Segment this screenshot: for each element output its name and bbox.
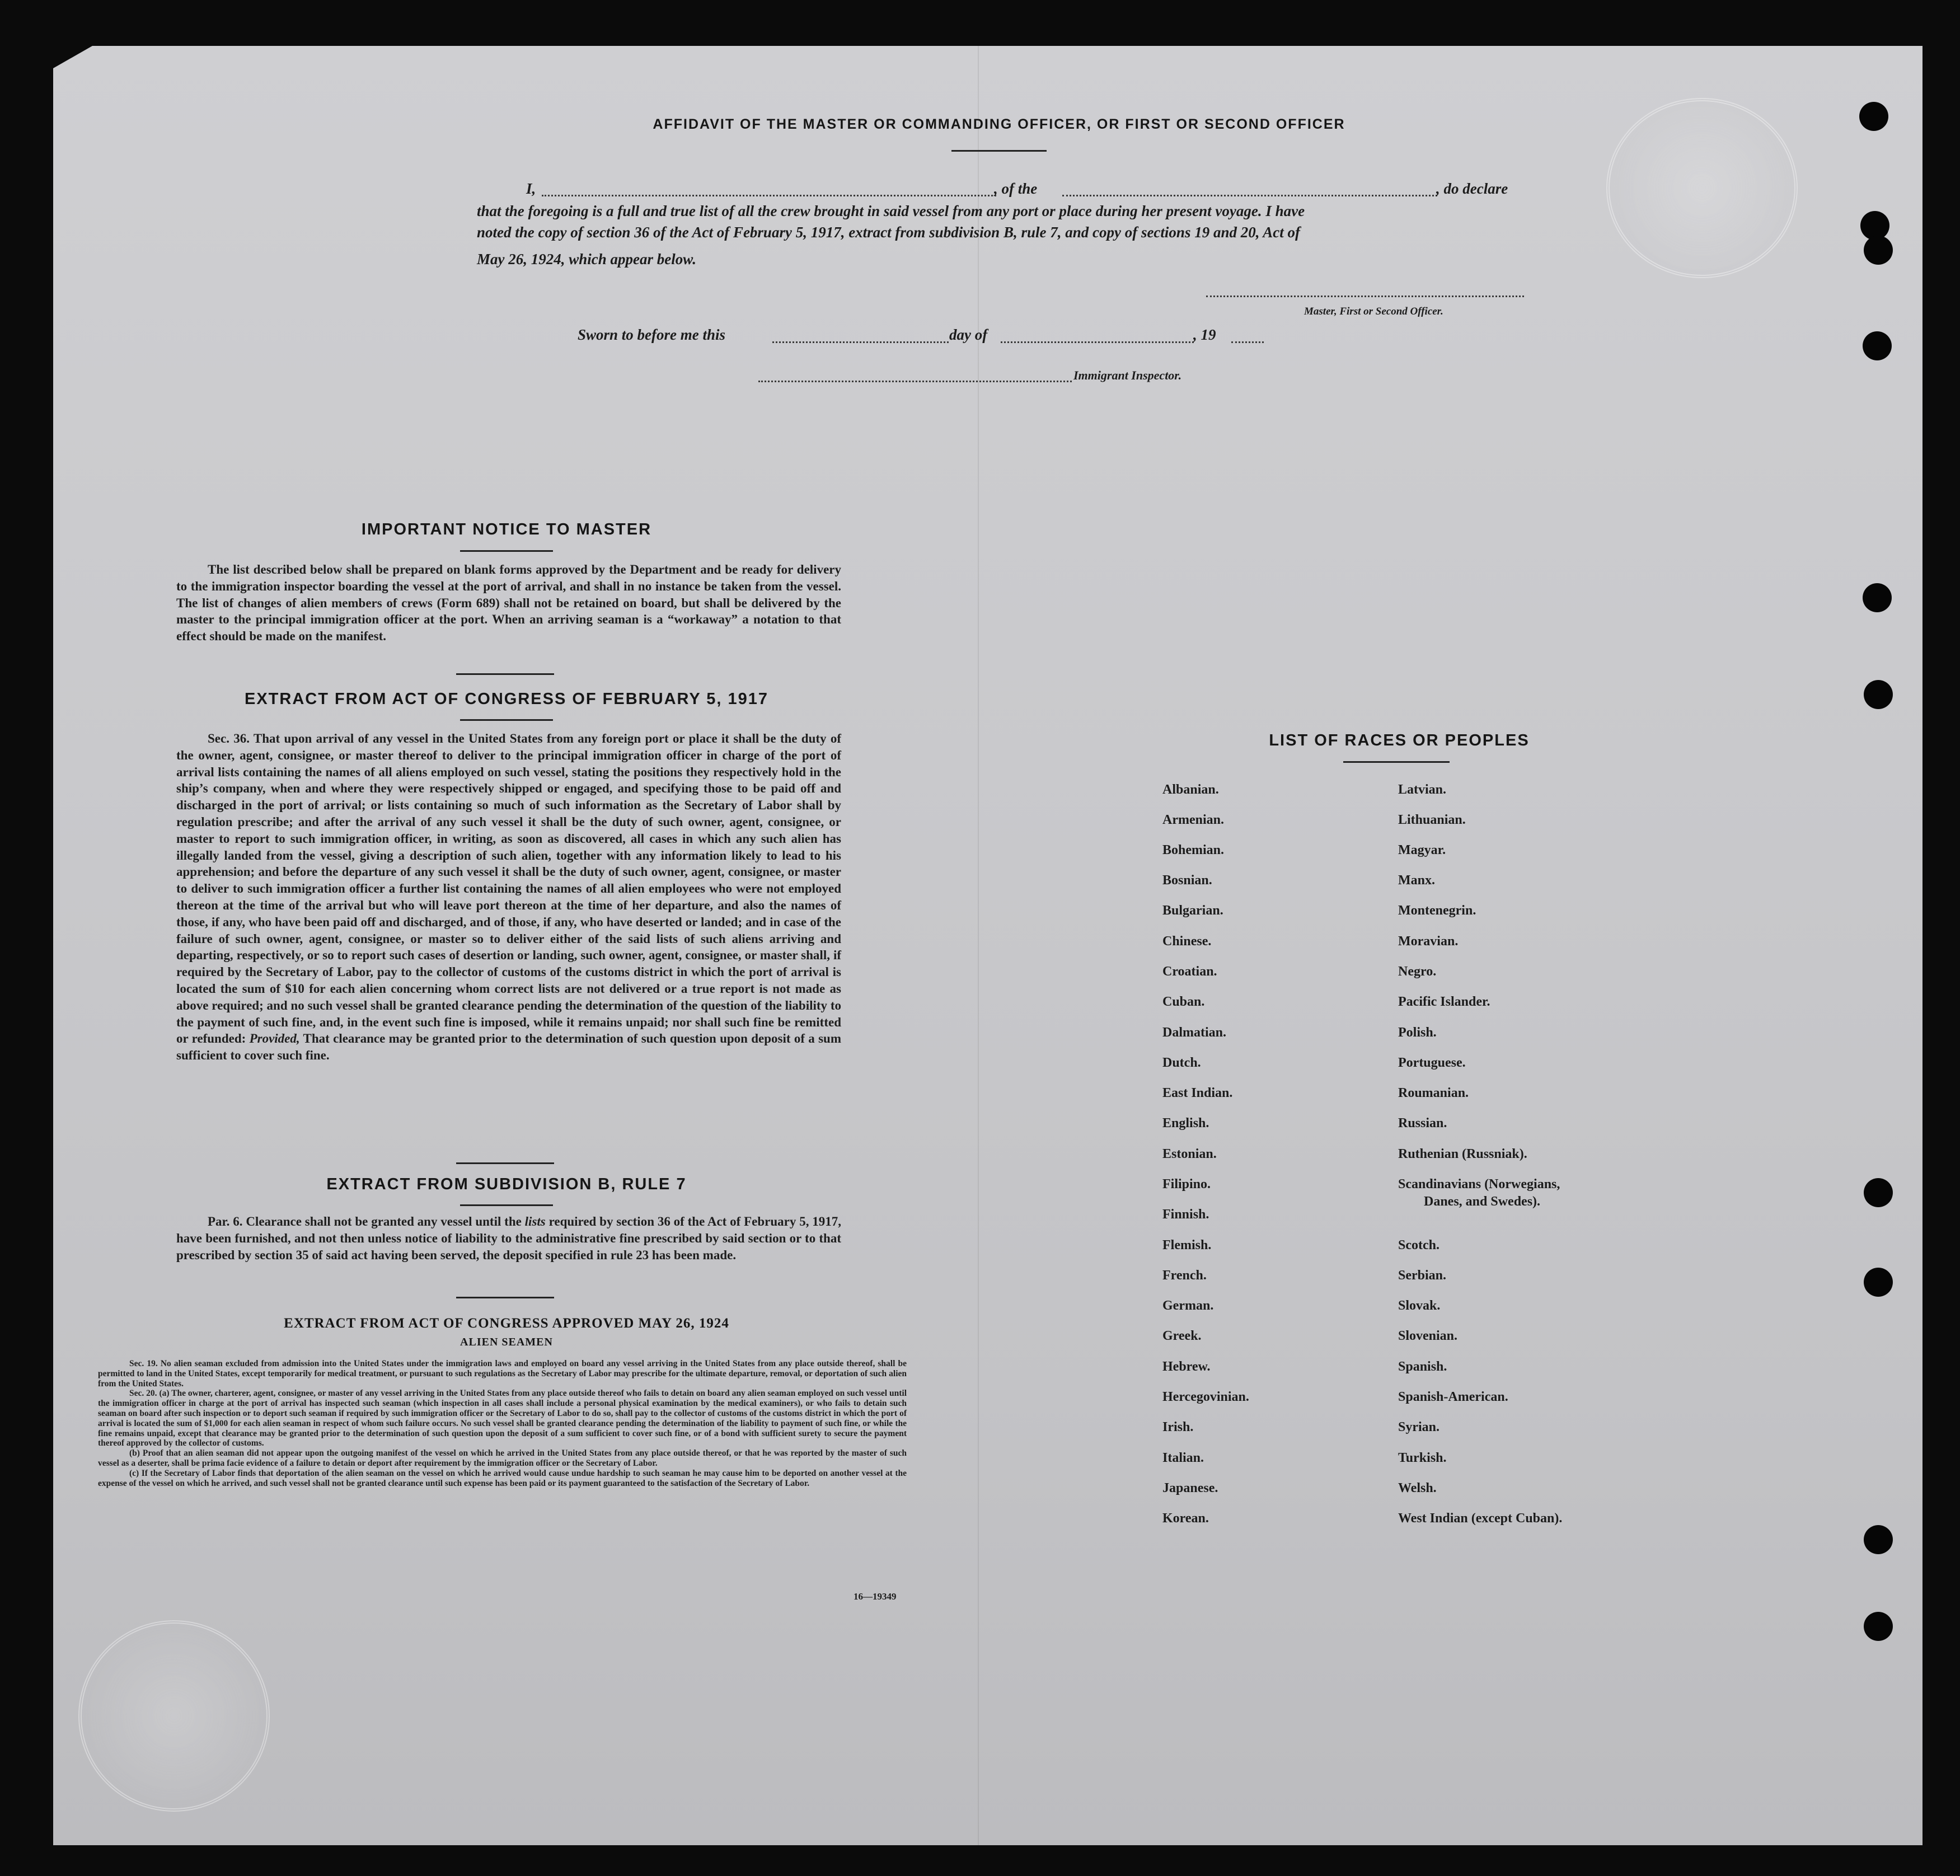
affidavit-i: I, [526, 180, 536, 197]
race-item: Roumanian. [1398, 1086, 1469, 1100]
race-item: Cuban. [1162, 995, 1205, 1009]
race-item: Japanese. [1162, 1481, 1218, 1495]
act1924-body [98, 1359, 907, 1488]
race-item: Dalmatian. [1162, 1025, 1226, 1040]
race-item: Welsh. [1398, 1481, 1437, 1495]
punch-hole [1864, 1178, 1893, 1207]
race-item: English. [1162, 1116, 1209, 1131]
sworn-prefix: Sworn to before me this [578, 326, 726, 343]
act1917-rule [460, 719, 553, 721]
race-item: Negro. [1398, 964, 1437, 979]
race-item: Syrian. [1398, 1420, 1440, 1434]
race-item: German. [1162, 1298, 1214, 1313]
race-item: Ruthenian (Russniak). [1398, 1147, 1527, 1161]
signature-caption: Master, First or Second Officer. [1304, 306, 1443, 317]
rule7-text-a: Clearance shall not be granted any vessel until the [246, 1214, 522, 1228]
rule7-par-label: Par. 6. [208, 1214, 243, 1228]
sworn-year: , 19 [1193, 326, 1216, 343]
race-item: Albanian. [1162, 782, 1219, 797]
act1917-provided: Provided, [249, 1031, 300, 1046]
notice-body: The list described below shall be prepared on blank forms approved by the Department and be ready for delivery to the immigration inspector boarding the vessel at the port of arrival, and shall in no instance be taken from the vessel. The list of changes of alien members of crews (Form 689) shall not be retained on board, but shall be delivered by the master to the principal immigration officer at the port. When an arriving seaman is a “workaway” a notation to that effect should be made on the manifest. [176, 562, 841, 644]
race-item: Magyar. [1398, 843, 1446, 857]
race-item: Scandinavians (Norwegians, [1398, 1177, 1560, 1192]
signature-blank[interactable] [1206, 296, 1524, 297]
race-item-continued: Danes, and Swedes). [1424, 1194, 1541, 1209]
race-item: Greek. [1162, 1329, 1202, 1343]
act1924-sec20a [98, 1389, 907, 1448]
affidavit-line-2: that the foregoing is a full and true list of all the crew brought in said vessel from any port or place during her present voyage. I have [477, 203, 1305, 219]
act1917-title: EXTRACT FROM ACT OF CONGRESS OF FEBRUARY 5, 1917 [244, 690, 769, 708]
sworn-day-of: day of [949, 326, 988, 343]
separator-rule [456, 1297, 554, 1298]
sec19-label: Sec. 19. [129, 1359, 158, 1368]
race-item: Dutch. [1162, 1056, 1201, 1070]
race-item: Russian. [1398, 1116, 1447, 1131]
race-item: French. [1162, 1268, 1207, 1283]
race-item: Spanish. [1398, 1359, 1447, 1374]
race-item: Serbian. [1398, 1268, 1447, 1283]
act1917-text-a: That upon arrival of any vessel in the United States from any foreign port or place it shall be the duty of the owner, agent, consignee, or master thereof to deliver to the principal immigration officer in charge of the port of arrival lists containing the names of all aliens employed on such vessel, stating the positions they respectively hold in the ship’s company, when and where they were respectively shipped or engaged, and specifying those to be paid off and discharged in the port of arrival; or lists containing so much of such information as the Secretary of Labor shall by regulation prescribe; and after the arrival of any such vessel it shall be the duty of such owner, agent, consignee, or master to report to such immigration officer, in writing, as soon as discovered, all cases in which any such alien has illegally landed from the vessel, giving a description of such alien, together with any information likely to lead to his apprehension; and before the departure of any such vessel it shall be the duty of such owner, agent, consignee, or master to deliver to such immigration officer a further list containing the names of all alien employees who were not employed thereon at the time of the arrival but who will leave port thereon at the time of her departure, and also the names of those, if any, who have been paid off and discharged, and of those, if any, who have deserted or landed; and in case of the failure of such owner, agent, consignee, or master so to deliver either of the said lists of such aliens arriving and departing, respectively, or so to report such cases of desertion or landing, such owner, agent, consignee, or master shall, if required by the Secretary of Labor, pay to the collector of customs of the customs district in which the port of arrival is located the sum of $10 for each alien concerning whom correct lists are not delivered or a true report is not made as above required; and no such vessel shall be granted clearance pending the determination of the question of the liability to the payment of such fine, and, in the event such fine is imposed, while it remains unpaid; nor shall such fine be remitted or refunded: [176, 731, 841, 1046]
race-item: Slovak. [1398, 1298, 1441, 1313]
race-item: Lithuanian. [1398, 813, 1466, 827]
rule7-lists: lists [524, 1214, 546, 1228]
affidavit-line-3: noted the copy of section 36 of the Act of February 5, 1917, extract from subdivision B, rule 7, and copy of sections 19 and 20, Act of [477, 224, 1300, 241]
rule7-body [176, 1213, 841, 1263]
race-item: Hercegovinian. [1162, 1390, 1249, 1404]
race-item: East Indian. [1162, 1086, 1233, 1100]
punch-hole [1864, 680, 1893, 709]
sec20-label: Sec. 20. [129, 1389, 157, 1399]
affidavit-of-the: , of the [994, 180, 1038, 197]
race-item: Turkish. [1398, 1451, 1447, 1465]
punch-hole [1863, 331, 1892, 360]
separator-rule [456, 1162, 554, 1164]
race-item: Scotch. [1398, 1238, 1439, 1253]
inspector-caption: Immigrant Inspector. [1073, 368, 1182, 382]
race-item: Slovenian. [1398, 1329, 1458, 1343]
race-item: Korean. [1162, 1511, 1209, 1526]
punch-hole [1859, 102, 1888, 131]
race-item: Bulgarian. [1162, 903, 1223, 918]
race-item: Spanish-American. [1398, 1390, 1508, 1404]
separator-rule [456, 673, 554, 675]
race-item: Armenian. [1162, 813, 1224, 827]
punch-hole [1864, 236, 1893, 265]
race-item: Croatian. [1162, 964, 1217, 979]
race-item: Estonian. [1162, 1147, 1217, 1161]
notice-rule [460, 550, 553, 552]
sworn-year-blank[interactable] [1231, 341, 1264, 343]
race-item: Flemish. [1162, 1238, 1212, 1253]
affidavit-line-4: May 26, 1924, which appear below. [477, 251, 697, 268]
rule7-text-b: required by section 36 of the Act of February 5, 1917, have been furnished, and not then unless notice of liability to the administrative fine prescribed by said section or to that prescribed by section 35 of said act having been served, the deposit specified in rule 23 has been made. [176, 1214, 842, 1262]
act1917-sec-label: Sec. 36. [208, 731, 250, 745]
race-item: Portuguese. [1398, 1056, 1466, 1070]
embossed-seal-bottom [78, 1620, 270, 1812]
race-item: Pacific Islander. [1398, 995, 1490, 1009]
race-item: Italian. [1162, 1451, 1204, 1465]
race-item: Bosnian. [1162, 873, 1212, 888]
title-rule [951, 150, 1047, 152]
punch-hole [1863, 583, 1892, 612]
race-item: Polish. [1398, 1025, 1437, 1040]
act1924-sec19 [98, 1359, 907, 1389]
rule7-rule [460, 1204, 553, 1206]
act1924-subtitle: ALIEN SEAMEN [460, 1336, 553, 1348]
name-blank[interactable] [542, 195, 996, 196]
punch-hole [1864, 1612, 1893, 1641]
affidavit-title: AFFIDAVIT OF THE MASTER OR COMMANDING OFFICER, OR FIRST OR SECOND OFFICER [653, 116, 1345, 132]
race-item: Filipino. [1162, 1177, 1211, 1192]
form-number: 16—19349 [854, 1591, 897, 1602]
race-item: Chinese. [1162, 934, 1212, 949]
notice-title: IMPORTANT NOTICE TO MASTER [361, 520, 652, 538]
race-item: Hebrew. [1162, 1359, 1211, 1374]
race-item: Irish. [1162, 1420, 1194, 1434]
act1924-sec20b: (b) Proof that an alien seaman did not appear upon the outgoing manifest of the vessel on which he arrived in the United States from any place outside thereof, or that he was reported by the master of such vessel as a deserter, shall be prima facie evidence of a failure to detain or deport after requirement by the immigration officer or the Secretary of Labor. [98, 1448, 907, 1468]
vessel-blank[interactable] [1062, 195, 1437, 196]
embossed-seal-top [1606, 98, 1798, 278]
act1924-sec20c: (c) If the Secretary of Labor finds that deportation of the alien seaman on the vessel on which he arrived would cause undue hardship to such seaman he may cause him to be deported on another vessel at the expense of the vessel on which he arrived, and such vessel shall not be granted clearance until such expense has been paid or its payment guaranteed to the satisfaction of the Secretary of Labor. [98, 1468, 907, 1488]
punch-hole [1864, 1268, 1893, 1297]
center-fold [978, 46, 979, 1845]
race-item: Finnish. [1162, 1207, 1209, 1222]
affidavit-declare: , do declare [1436, 180, 1508, 197]
act1924-title: EXTRACT FROM ACT OF CONGRESS APPROVED MAY 26, 1924 [284, 1316, 729, 1331]
act1917-text-b: That clearance may be granted prior to the determination of such question upon deposit of a sum sufficient to cover such fine. [176, 1031, 841, 1063]
inspector-blank[interactable] [758, 381, 1072, 382]
rule7-title: EXTRACT FROM SUBDIVISION B, RULE 7 [326, 1175, 687, 1193]
act1917-body [176, 730, 841, 1064]
race-item: Montenegrin. [1398, 903, 1476, 918]
sec20a-text: (a) The owner, charterer, agent, consignee, or master of any vessel arriving in the United States from any place outside thereof who fails to detain on board any alien seaman employed on such vessel until the immigration officer in charge at the port of arrival has inspected such seaman (which inspection in all cases shall include a personal physical examination by the medical examiners), or who fails to detain such seaman on board after such inspection or to deport such seaman if required by such immigration officer or the Secretary of Labor to do so, shall pay to the collector of customs of the customs district in which the port of arrival is located the sum of $1,000 for each alien seaman in respect of whom such failure occurs. No such vessel shall be granted clearance pending the determination of the liability to payment of such fine, or while the fine remains unpaid, except that clearance may be granted prior to the determination of such question upon the deposit of a sum sufficient to cover such fine, or of a bond with sufficient surety to secure the payment thereof approved by the collector of customs. [98, 1389, 907, 1448]
race-item: Latvian. [1398, 782, 1447, 797]
sworn-month-blank[interactable] [1001, 341, 1194, 343]
race-item: West Indian (except Cuban). [1398, 1511, 1563, 1526]
race-item: Manx. [1398, 873, 1435, 888]
races-title: LIST OF RACES OR PEOPLES [1269, 731, 1530, 749]
race-item: Moravian. [1398, 934, 1459, 949]
punch-hole [1864, 1525, 1893, 1554]
race-item: Bohemian. [1162, 843, 1225, 857]
sworn-day-blank[interactable] [772, 341, 949, 343]
sec19-text: No alien seaman excluded from admission into the United States under the immigration laws and employed on board any vessel arriving in the United States from any place outside thereof, shall be permitted to land in the United States, except temporarily for medical treatment, or pursuant to such regulations as the Secretary of Labor may prescribe for the ultimate departure, removal, or deportation of such alien from the United States. [98, 1359, 907, 1389]
races-rule [1343, 761, 1450, 763]
